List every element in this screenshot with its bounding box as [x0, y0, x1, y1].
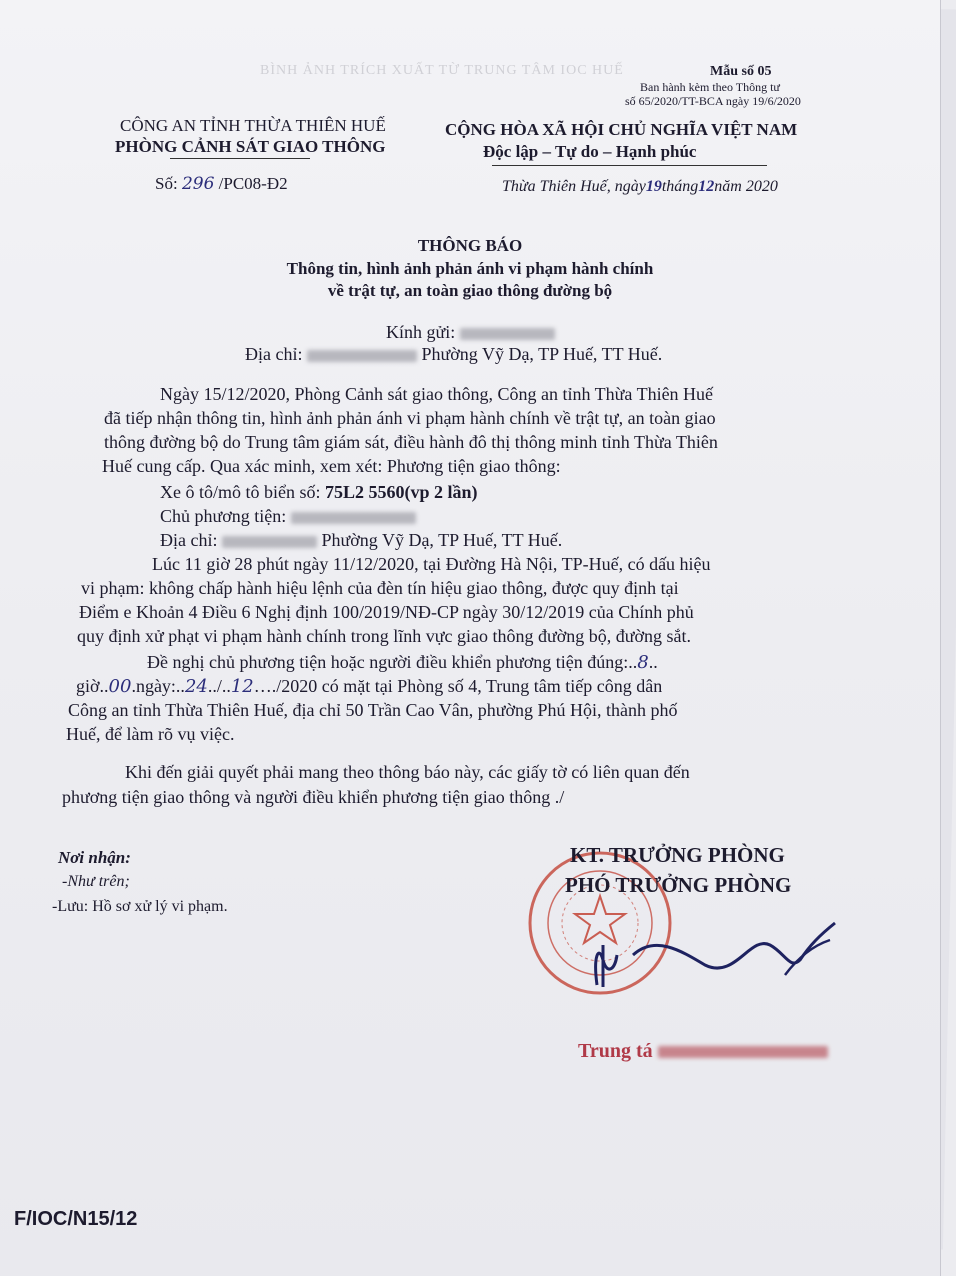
- appointment-line-1: Đề nghị chủ phương tiện hoặc người điều khiển phương tiện đúng:..8..: [147, 652, 658, 673]
- doc-no-prefix: Số:: [155, 174, 178, 193]
- day-appointment-handwritten: 24: [184, 676, 208, 697]
- paragraph-line: đã tiếp nhận thông tin, hình ảnh phản ánh vi phạm hành chính về trật tự, an toàn giao: [104, 408, 716, 428]
- paragraph-line: phương tiện giao thông và người điều khiển phương tiện giao thông ./: [62, 787, 565, 807]
- month-prefix: tháng: [661, 178, 699, 195]
- month-appointment-handwritten: 12: [230, 676, 254, 697]
- doc-no-handwritten: 296: [181, 174, 215, 194]
- national-title: CỘNG HÒA XÃ HỘI CHỦ NGHĨA VIỆT NAM: [445, 120, 798, 139]
- owner-address-label: Địa chỉ:: [160, 530, 218, 550]
- paragraph-line: Công an tỉnh Thừa Thiên Huế, địa chỉ 50 Trần Cao Vân, phường Phú Hội, thành phố: [68, 700, 678, 720]
- redacted-signer-name: [658, 1046, 828, 1058]
- national-motto: Độc lập – Tự do – Hạnh phúc: [483, 142, 697, 161]
- day-handwritten: 19: [645, 178, 662, 195]
- signer-rank: Trung tá: [578, 1040, 653, 1062]
- motto-underline: [492, 165, 767, 166]
- paragraph-line: Ngày 15/12/2020, Phòng Cảnh sát giao thông, Công an tỉnh Thừa Thiên Huế: [160, 384, 714, 404]
- recipient-address-line: [245, 344, 662, 365]
- paragraph-line: quy định xử phạt vi phạm hành chính trong lĩnh vực giao thông đường bộ, đường sắt.: [77, 626, 691, 646]
- document-subtitle-2: về trật tự, an toàn giao thông đường bộ: [327, 281, 613, 300]
- appointment-sep: ../..: [207, 676, 231, 696]
- owner-address-tail: Phường Vỹ Dạ, TP Huế, TT Huế.: [321, 530, 563, 550]
- plate-line: [160, 482, 478, 503]
- signature-title-1: KT. TRƯỞNG PHÒNG: [570, 843, 785, 867]
- signer-line: [578, 1040, 828, 1063]
- appointment-line-2: [76, 676, 662, 697]
- document-number: [155, 174, 288, 194]
- paragraph-line: Khi đến giải quyết phải mang theo thông báo này, các giấy tờ có liên quan đến: [125, 762, 690, 782]
- recipient-label: Kính gửi:: [386, 322, 456, 342]
- document-title: THÔNG BÁO: [417, 236, 523, 255]
- redacted-recipient-name: [460, 328, 555, 340]
- paragraph-line: Lúc 11 giờ 28 phút ngày 11/12/2020, tại Đường Hà Nội, TP-Huế, có dấu hiệu: [152, 554, 711, 574]
- appointment-day-label: .ngày:..: [131, 676, 185, 696]
- appointment-place: …./2020 có mặt tại Phòng số 4, Trung tâm tiếp công dân: [253, 676, 663, 696]
- document-subtitle-1: Thông tin, hình ảnh phản ánh vi phạm hành chính: [286, 259, 654, 278]
- paragraph-line: vi phạm: không chấp hành hiệu lệnh của đèn tín hiệu giao thông, được quy định tại: [81, 578, 679, 598]
- watermark-text: BÌNH ẢNH TRÍCH XUẤT TỪ TRUNG TÂM IOC HUẾ: [260, 63, 624, 78]
- paragraph-line: Huế, để làm rõ vụ việc.: [66, 724, 235, 744]
- address-tail: Phường Vỹ Dạ, TP Huế, TT Huế.: [421, 344, 663, 364]
- receiver-item: -Lưu: Hồ sơ xử lý vi phạm.: [52, 898, 228, 915]
- minute-handwritten: 00: [108, 676, 132, 697]
- month-handwritten: 12: [698, 178, 715, 195]
- appointment-text: Đề nghị chủ phương tiện hoặc người điều khiển phương tiện đúng:..: [147, 652, 638, 672]
- handwritten-signature: [585, 915, 855, 1005]
- paragraph-line: thông đường bộ do Trung tâm giám sát, điều hành đô thị thông minh tỉnh Thừa Thiên: [104, 432, 718, 452]
- redacted-owner-address: [222, 536, 317, 548]
- receiver-item: -Như trên;: [62, 873, 130, 890]
- owner-label: Chủ phương tiện:: [160, 506, 287, 526]
- year-text: năm 2020: [714, 178, 778, 195]
- form-number: Mẫu số 05: [710, 64, 772, 79]
- form-note-2: số 65/2020/TT-BCA ngày 19/6/2020: [625, 94, 801, 108]
- signature-title-2: PHÓ TRƯỞNG PHÒNG: [565, 873, 792, 897]
- plate-label: Xe ô tô/mô tô biển số:: [160, 482, 321, 502]
- appointment-hour-label: giờ..: [76, 676, 109, 696]
- address-label: Địa chỉ:: [245, 344, 303, 364]
- paragraph-line: Điểm e Khoản 4 Điều 6 Nghị định 100/2019/NĐ-CP ngày 30/12/2019 của Chính phủ: [79, 602, 694, 622]
- place-prefix: Thừa Thiên Huế, ngày: [502, 178, 646, 195]
- form-note-1: Ban hành kèm theo Thông tư: [640, 80, 780, 94]
- redacted-address: [307, 350, 417, 362]
- place-date: [502, 178, 778, 196]
- document-code: F/IOC/N15/12: [14, 1208, 138, 1230]
- owner-address-line: [160, 530, 562, 551]
- agency-department: PHÒNG CẢNH SÁT GIAO THÔNG: [115, 137, 386, 156]
- agency-underline: [170, 158, 310, 159]
- hour-handwritten: 8: [637, 652, 649, 673]
- redacted-owner-name: [291, 512, 416, 524]
- agency-name: CÔNG AN TỈNH THỪA THIÊN HUẾ: [120, 116, 386, 135]
- doc-no-suffix: /PC08-Đ2: [218, 174, 288, 193]
- receivers-heading: Nơi nhận:: [58, 848, 131, 867]
- owner-line: [160, 506, 416, 527]
- plate-value: 75L2 5560(vp 2 lần): [325, 482, 478, 502]
- paragraph-line: Huế cung cấp. Qua xác minh, xem xét: Phương tiện giao thông:: [102, 456, 561, 476]
- recipient-line: [386, 322, 555, 343]
